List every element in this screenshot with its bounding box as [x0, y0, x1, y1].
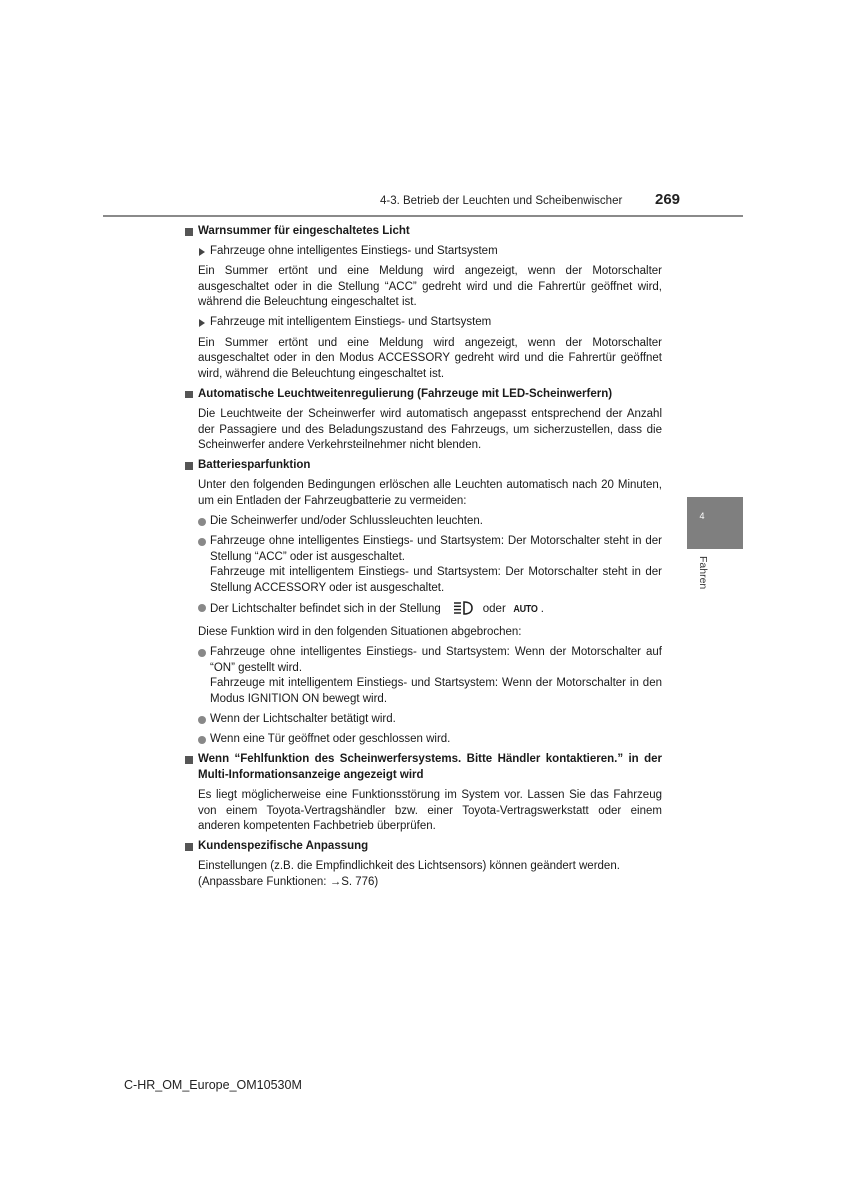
- section-heading: [185, 387, 662, 403]
- paragraph: Ein Summer ertönt und eine Meldung wird angezeigt, wenn der Motorschalter ausgeschaltet oder in den Modus ACCESSORY gedreht wird und die Fahrertür geöffnet wird, während die Beleuchtung eingeschaltet ist.: [198, 336, 662, 380]
- square-bullet-icon: [185, 228, 193, 236]
- paragraph: Unter den folgenden Bedingungen erlöschen alle Leuchten automatisch nach 20 Minuten, um ein Entladen der Fahrzeugbatterie zu vermeiden:: [198, 479, 662, 507]
- list-item: [198, 601, 662, 621]
- page-number: 269: [655, 191, 681, 208]
- bullet-dot-icon: [198, 604, 206, 612]
- bullet-dot-icon: [198, 716, 206, 724]
- list-item-text: Fahrzeuge ohne intelligentes Einstiegs- und Startsystem: Wenn der Motorschalter auf “ON” gestellt wird.: [210, 646, 662, 674]
- list-item: [198, 732, 662, 748]
- list-item: [198, 534, 662, 596]
- section-heading: [185, 839, 662, 855]
- list-item-text: Fahrzeuge ohne intelligentes Einstiegs- und Startsystem: Der Motorschalter steht in der Stellung “ACC” oder ist ausgeschaltet.: [210, 535, 662, 563]
- header-section-title: 4-3. Betrieb der Leuchten und Scheibenwischer: [380, 195, 623, 207]
- page-content: [185, 224, 662, 895]
- sub-heading: [198, 244, 662, 260]
- sub-heading: [198, 315, 662, 331]
- section-heading: [185, 458, 662, 474]
- section-heading: [185, 224, 662, 240]
- list-item-text: Die Scheinwerfer und/oder Schlussleuchten leuchten.: [210, 515, 483, 527]
- list-item-text: Fahrzeuge mit intelligentem Einstiegs- und Startsystem: Wenn der Motorschalter in den Modus IGNITION ON bewegt wird.: [210, 677, 662, 705]
- chapter-label: Fahren: [697, 556, 709, 590]
- bullet-dot-icon: [198, 649, 206, 657]
- list-item: [198, 645, 662, 707]
- list-item-text: Der Lichtschalter befindet sich in der Stellung: [210, 602, 441, 615]
- paragraph: Einstellungen (z.B. die Empfindlichkeit des Lichtsensors) können geändert werden.: [198, 860, 620, 873]
- section-heading-text: Warnsummer für eingeschaltetes Licht: [198, 225, 410, 237]
- sub-heading-text: Fahrzeuge mit intelligentem Einstiegs- und Startsystem: [210, 316, 492, 329]
- cross-reference: (Anpassbare Funktionen: →S. 776): [198, 875, 379, 888]
- bullet-dot-icon: [198, 736, 206, 744]
- list-item-text: oder: [482, 602, 506, 615]
- square-bullet-icon: [185, 843, 193, 851]
- headlight-icon: [453, 601, 473, 621]
- list-item-text: Wenn eine Tür geöffnet oder geschlossen wird.: [210, 733, 451, 746]
- bullet-dot-icon: [198, 518, 206, 526]
- document-code: C-HR_OM_Europe_OM10530M: [124, 1078, 302, 1092]
- section-heading-text: Kundenspezifische Anpassung: [198, 840, 369, 853]
- square-bullet-icon: [185, 756, 193, 764]
- list-item-text: .: [540, 602, 544, 615]
- list-item-text: Wenn der Lichtschalter betätigt wird.: [210, 713, 396, 726]
- sub-heading-text: Fahrzeuge ohne intelligentes Einstiegs- und Startsystem: [210, 245, 498, 258]
- bullet-dot-icon: [198, 538, 206, 546]
- section-heading-text: Automatische Leuchtweitenregulierung (Fahrzeuge mit LED-Scheinwerfern): [198, 387, 613, 400]
- paragraph: Es liegt möglicherweise eine Funktionsstörung im System vor. Lassen Sie das Fahrzeug von einem Toyota-Vertragshändler bzw. einer Toyota-Vertragswerkstatt oder einem anderen kompetenten Fachbetrieb überprüfen.: [198, 788, 662, 833]
- paragraph: Ein Summer ertönt und eine Meldung wird angezeigt, wenn der Motorschalter ausgeschaltet oder in die Stellung “ACC” gedreht wird und die Fahrertür geöffnet wird, während die Beleuchtung eingeschaltet ist.: [198, 265, 662, 309]
- auto-mode-icon: AUTO: [513, 603, 538, 615]
- header-divider: [103, 215, 743, 217]
- list-item: [198, 712, 662, 728]
- square-bullet-icon: [185, 462, 193, 470]
- square-bullet-icon: [185, 391, 193, 399]
- list-item-text: Fahrzeuge mit intelligentem Einstiegs- und Startsystem: Der Motorschalter steht in der Stellung ACCESSORY oder ist ausgeschaltet.: [210, 566, 662, 594]
- paragraph: Die Leuchtweite der Scheinwerfer wird automatisch angepasst entsprechend der Anzahl der Passagiere und des Beladungszustand des Fahrzeugs, um sicherzustellen, dass die Scheinwerfer andere Verkehrsteilnehmer nicht blenden.: [198, 407, 662, 452]
- paragraph: Diese Funktion wird in den folgenden Situationen abgebrochen:: [198, 626, 522, 639]
- triangle-bullet-icon: [199, 248, 205, 256]
- triangle-bullet-icon: [199, 319, 205, 327]
- chapter-tab-number: 4: [699, 511, 705, 521]
- section-heading-text: Wenn “Fehlfunktion des Scheinwerfersystems. Bitte Händler kontaktieren.” in der Multi-Informationsanzeige angezeigt wird: [198, 753, 662, 781]
- section-heading-text: Batteriesparfunktion: [198, 459, 311, 472]
- list-item: [198, 514, 662, 530]
- chapter-tab: [687, 497, 743, 549]
- section-heading: [185, 752, 662, 783]
